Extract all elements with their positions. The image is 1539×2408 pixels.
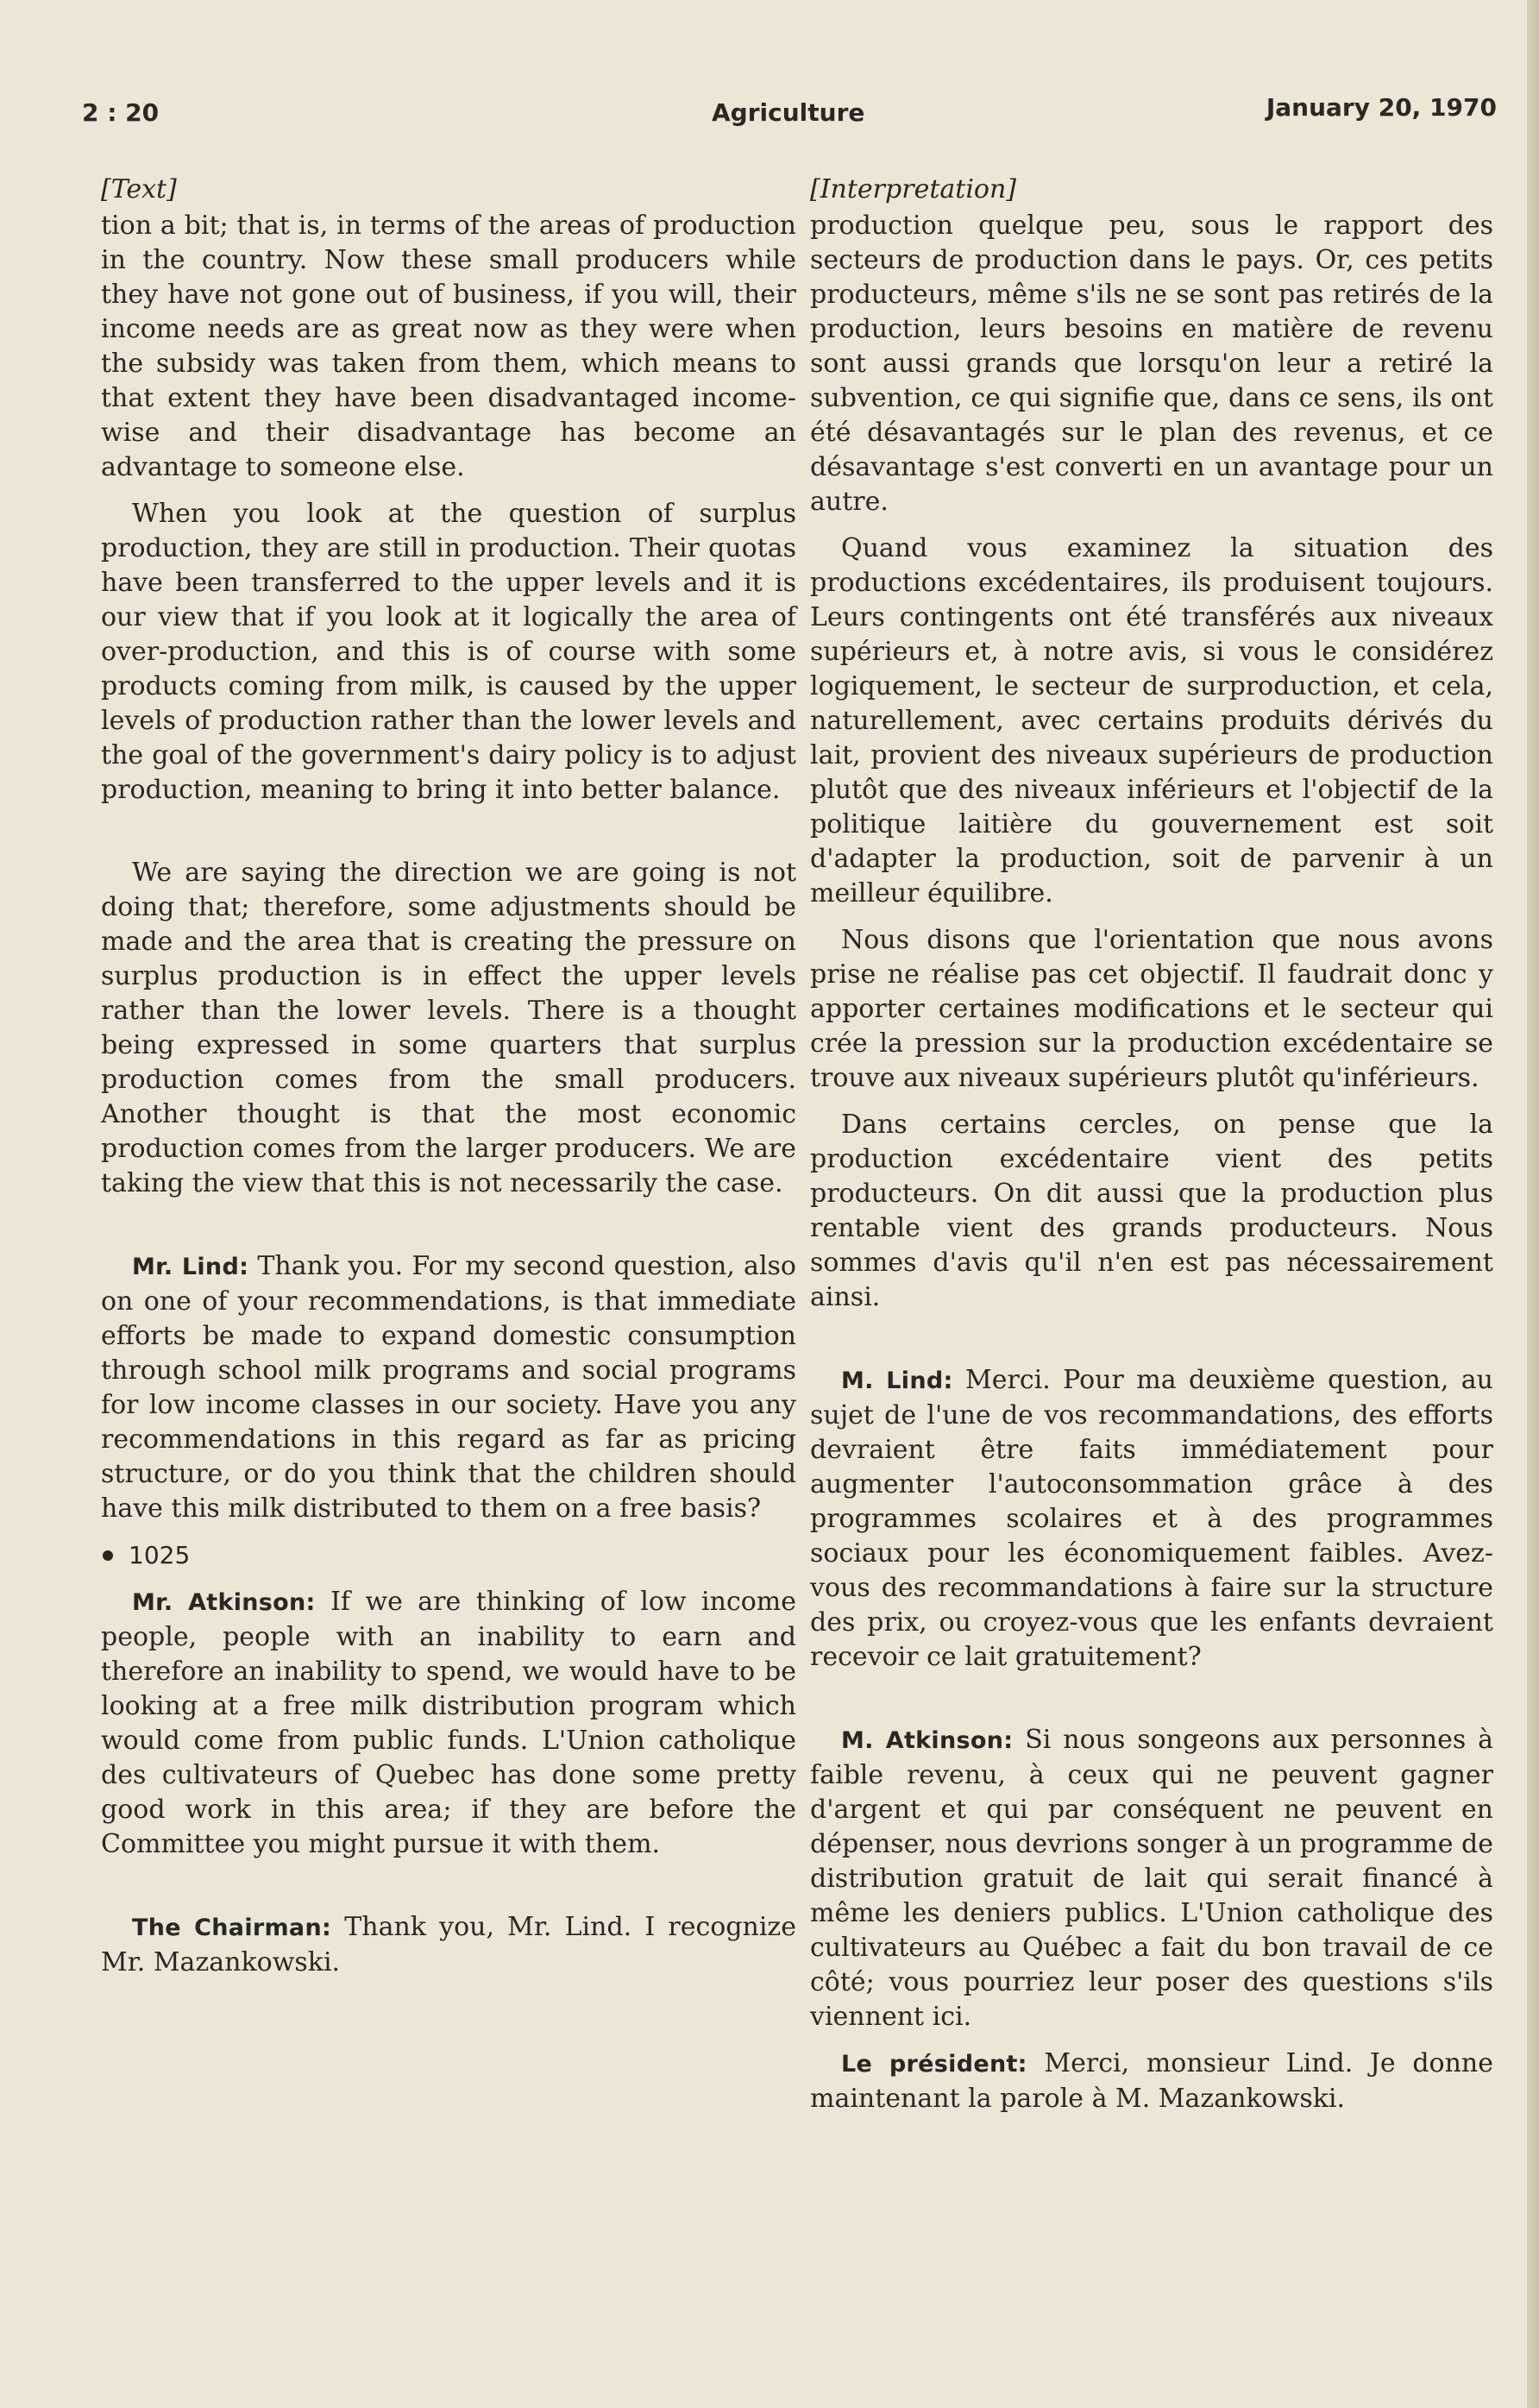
english-chairman-remark bbox=[101, 1910, 796, 1980]
french-paragraph-1: production quelque peu, sous le rapport des secteurs de production dans le pays. Or, ces petits producteurs, même s'ils ne se sont pas retirés de la production, leurs besoins en matière de revenu sont aussi grands que lorsqu'on leur a retiré la subvention, ce qui signifie que, dans ce sens, ils ont été désavantagés sur le plan des revenus, et ce désavantage s'est converti en un avantage pour un autre. bbox=[810, 211, 1493, 517]
english-atkinson-answer bbox=[101, 1585, 796, 1862]
section-title: Agriculture bbox=[712, 98, 865, 127]
speech-text: Merci. Pour ma deuxième question, au sujet de l'une de vos recommandations, des efforts devraient être faits immédiatement pour augmenter l'autoconsommation grâce à des programmes scolaires et à des programmes sociaux pour les économiquement faibles. Avez-vous des recommandations à faire sur la structure des prix, ou croyez-vous que les enfants devraient recevoir ce lait gratuitement? bbox=[810, 1365, 1493, 1672]
english-paragraph-3: We are saying the direction we are going is not doing that; therefore, some adjustments should be made and the area that is creating the pressure on surplus production is in effect the upper levels rather than the lower levels. There is a thought being expressed in some quarters that surplus production comes from the small producers. Another thought is that the most economic production comes from the larger producers. We are taking the view that this is not necessarily the case. bbox=[101, 858, 796, 1198]
page-number: 2 : 20 bbox=[82, 98, 160, 127]
speech-text: If we are thinking of low income people, people with an inability to earn and therefore an inability to spend, we would have to be looking at a free milk distribution program which would come from public funds. L'Union catholique des cultivateurs of Quebec has done some pretty good work in this area; if they are before the Committee you might pursue it with them. bbox=[101, 1587, 797, 1859]
bullet-icon bbox=[103, 1550, 113, 1561]
french-lind-question bbox=[810, 1363, 1493, 1675]
speaker-name: Le président: bbox=[841, 2051, 1027, 2078]
french-column-label: [Interpretation] bbox=[810, 174, 1017, 204]
running-header bbox=[82, 93, 1497, 133]
french-paragraph-2: Quand vous examinez la situation des productions excédentaires, ils produisent toujours. Leurs contingents ont été transférés aux niveaux supérieurs et, à notre avis, si vous le considérez logiquement, le secteur de surproduction, et cela, naturellement, avec certains produits dérivés du lait, provient des niveaux supérieurs de production plutôt que des niveaux inférieurs et l'objectif de la politique laitière du gouvernement est soit d'adapter la production, soit de parvenir à un meilleur équilibre. bbox=[810, 533, 1493, 909]
french-atkinson-answer bbox=[810, 1723, 1493, 2034]
speech-text: Si nous songeons aux personnes à faible revenu, à ceux qui ne peuvent gagner d'argent et qui par conséquent ne peuvent en dépenser, nous devrions songer à un programme de distribution gratuit de lait qui serait financé à même les deniers publics. L'Union catholique des cultivateurs au Québec a fait du bon travail de ce côté; vous pourriez leur poser des questions s'ils viennent ici. bbox=[810, 1725, 1493, 2032]
speech-text: Thank you. For my second question, also on one of your recommendations, is that immediate efforts be made to expand domestic consumption through school milk programs and social programs for low income classes in our society. Have you any recommendations in this regard as far as pricing structure, or do you think that the children should have this milk distributed to them on a free basis? bbox=[101, 1251, 796, 1524]
french-paragraph-3: Nous disons que l'orientation que nous avons prise ne réalise pas cet objectif. Il faudrait donc y apporter certaines modifications et le secteur qui crée la pression sur la production excédentaire se trouve aux niveaux supérieurs plutôt qu'inférieurs. bbox=[810, 925, 1493, 1093]
french-chairman-remark bbox=[810, 2046, 1493, 2116]
speech-text: Thank you, Mr. Lind. I recognize Mr. Mazankowski. bbox=[101, 1912, 796, 1977]
english-lind-question bbox=[101, 1249, 796, 1526]
french-column bbox=[810, 173, 1493, 2116]
time-marker-text: 1025 bbox=[129, 1541, 191, 1569]
speaker-name: Mr. Lind: bbox=[132, 1254, 249, 1280]
speech-text: Merci, monsieur Lind. Je donne maintenant la parole à M. Mazankowski. bbox=[810, 2048, 1493, 2114]
english-paragraph-1: tion a bit; that is, in terms of the areas of production in the country. Now these small producers while they have not gone out of business, if you will, their income needs are as great now as they were when the subsidy was taken from them, which means to that extent they have been disadvantaged income-wise and their disadvantage has become an advantage to someone else. bbox=[101, 211, 796, 482]
page-edge bbox=[1527, 0, 1539, 2408]
time-marker bbox=[101, 1538, 796, 1573]
english-column-label: [Text] bbox=[101, 174, 177, 204]
french-paragraph-4: Dans certains cercles, on pense que la production excédentaire vient des petits producteurs. On dit aussi que la production plus rentable vient des grands producteurs. Nous sommes d'avis qu'il n'en est pas nécessairement ainsi. bbox=[810, 1110, 1493, 1312]
speaker-name: Mr. Atkinson: bbox=[132, 1589, 316, 1616]
speaker-name: The Chairman: bbox=[132, 1914, 332, 1941]
speaker-name: M. Atkinson: bbox=[841, 1727, 1014, 1754]
english-column bbox=[101, 173, 796, 1980]
header-date: January 20, 1970 bbox=[1266, 93, 1497, 122]
english-paragraph-2: When you look at the question of surplus production, they are still in production. Their quotas have been transferred to the upper levels and it is our view that if you look at it logically the area of over-production, and this is of course with some products coming from milk, is caused by the upper levels of production rather than the lower levels and the goal of the government's dairy policy is to adjust production, meaning to bring it into better balance. bbox=[101, 499, 796, 805]
speaker-name: M. Lind: bbox=[841, 1367, 953, 1394]
